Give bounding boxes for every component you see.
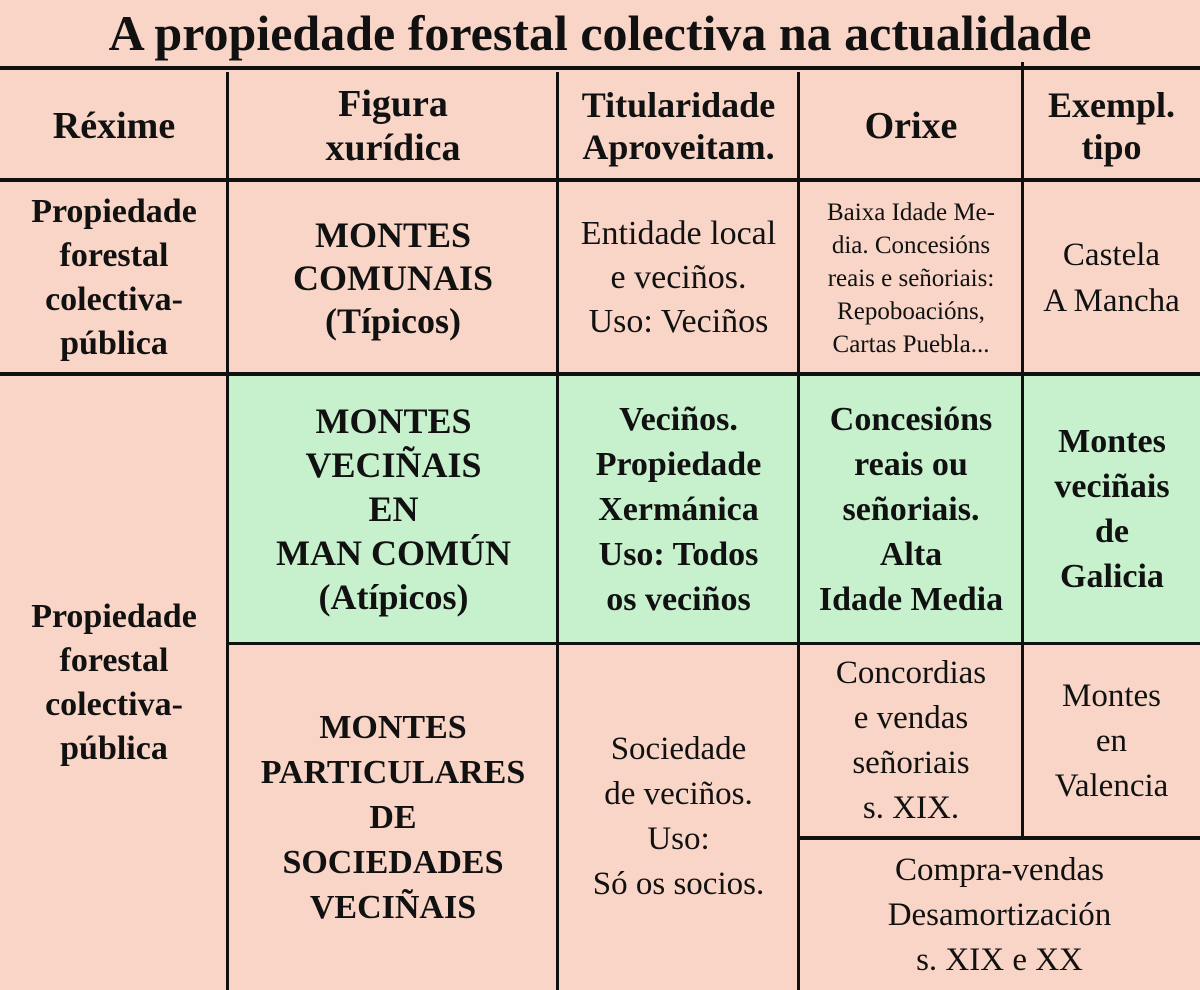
row3-exemplo: Montes en Valencia — [1054, 677, 1169, 804]
row2-figura: MONTES VECIÑAIS EN MAN COMÚN (Atípicos) — [230, 376, 557, 642]
row2-titularidade: Veciños. Propiedade Xermánica Uso: Todos os veciños — [559, 376, 798, 642]
header-regime: Réxime — [52, 105, 176, 147]
row1-figura: MONTES COMUNAIS (Típicos) — [292, 214, 493, 341]
row1-regime: Propiedade forestal colectiva- pública — [31, 193, 197, 362]
header-figura: Figura xurídica — [325, 83, 461, 169]
divider-col2 — [556, 72, 559, 990]
row3-titularidade: Sociedade de veciños. Uso: Só os socios. — [592, 731, 765, 902]
header-titularidade: Titularidade Aproveitam. — [581, 85, 776, 167]
divider-col4 — [1021, 62, 1024, 838]
divider-row2 — [228, 642, 1200, 645]
divider-col3 — [797, 72, 800, 990]
row1-exemplo: Castela A Mancha — [1043, 237, 1180, 319]
row1-orixe: Baixa Idade Me- dia. Concesións reais e señoriais: Repoboacións, Cartas Puebla... — [827, 198, 995, 358]
divider-row1 — [0, 372, 1200, 376]
row2-orixe: Concesións reais ou señoriais. Alta Idade Media — [800, 376, 1022, 642]
divider-header — [0, 178, 1200, 182]
divider-row3-orixe — [799, 836, 1200, 840]
header-exemplo: Exempl. tipo — [1047, 85, 1175, 167]
row2-exemplo: Montes veciñais de Galicia — [1024, 376, 1200, 642]
divider-col1 — [226, 72, 229, 990]
row2-regime: Propiedade forestal colectiva- pública — [31, 598, 197, 767]
row3-orixe: Concordias e vendas señoriais s. XIX. — [835, 655, 987, 826]
row3-figura: MONTES PARTICULARES DE SOCIEDADES VECIÑAIS — [260, 708, 526, 926]
row3-orixe-merged: Compra-vendas Desamortización s. XIX e XX — [887, 851, 1112, 978]
header-orixe: Orixe — [864, 105, 958, 147]
page-title: A propiedade forestal colectiva na actualidade — [0, 0, 1200, 70]
row1-titularidade: Entidade local e veciños. Uso: Veciños — [580, 215, 777, 340]
